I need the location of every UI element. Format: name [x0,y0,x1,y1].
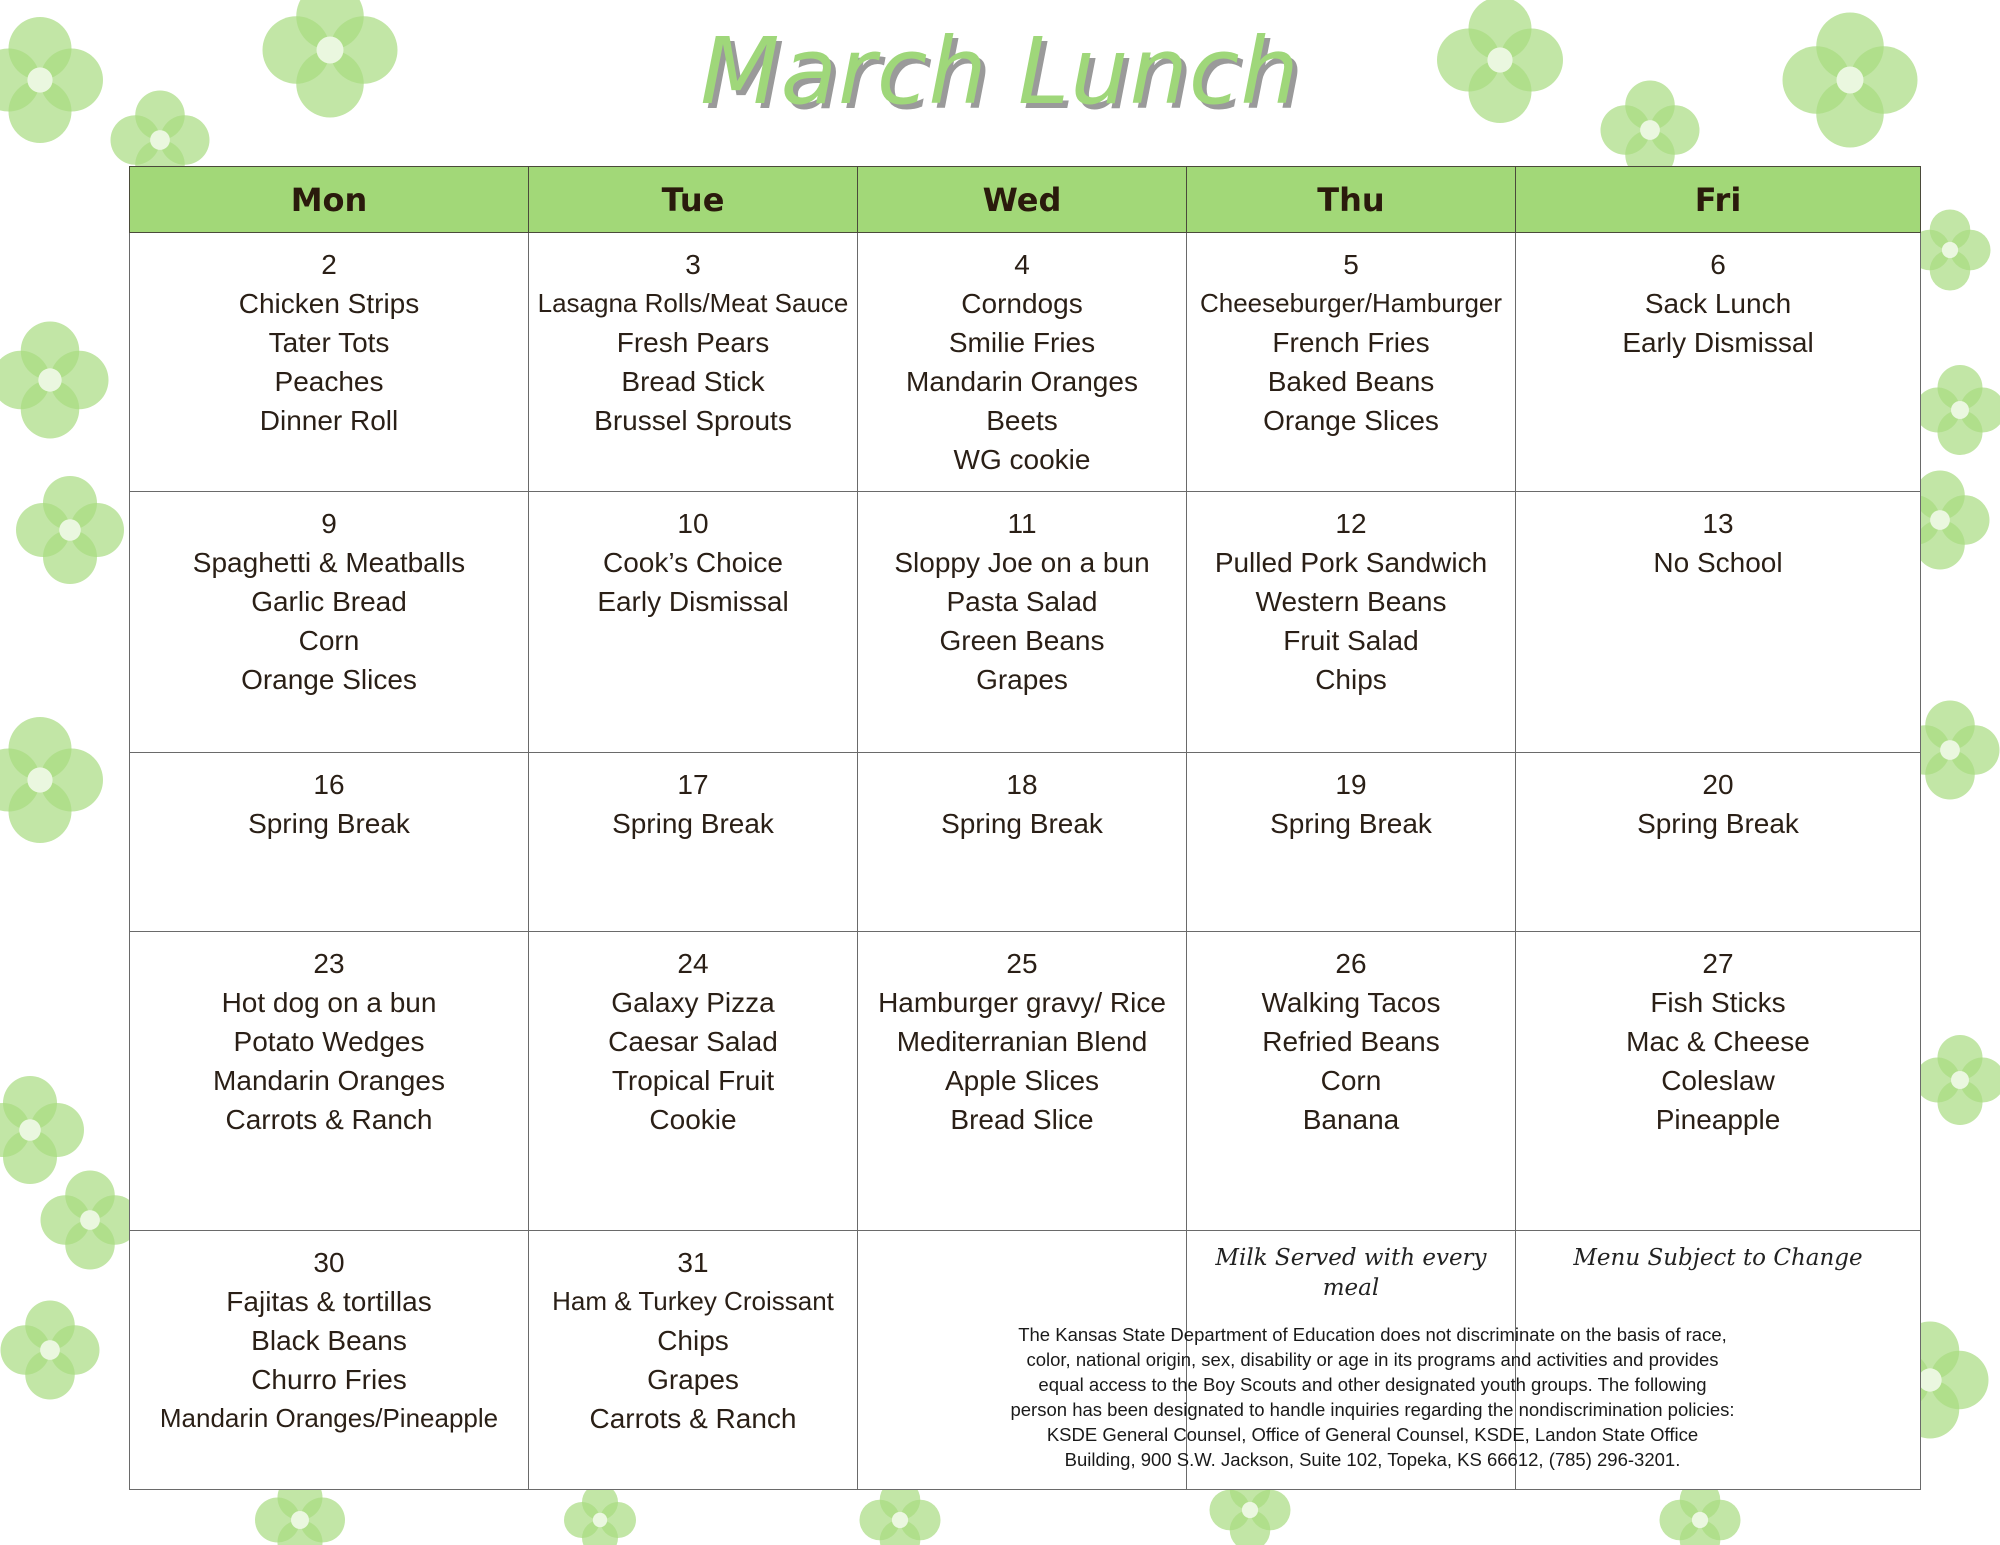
menu-item: Spring Break [612,808,774,839]
menu-item: Fruit Salad [1283,625,1419,656]
day-number: 23 [313,948,345,979]
menu-item: Mandarin Oranges [213,1065,445,1096]
menu-item: Fresh Pears [616,327,770,358]
menu-item: Brussel Sprouts [594,405,792,436]
disclaimer-line: The Kansas State Department of Education does not discriminate on the basis of race, [1018,1324,1727,1345]
menu-item: Dinner Roll [259,405,399,436]
menu-item: Fajitas & tortillas [226,1286,432,1317]
day-number: 6 [1710,249,1726,280]
menu-item: Spring Break [248,808,410,839]
menu-item: Pulled Pork Sandwich [1214,547,1488,578]
menu-item: No School [1653,547,1783,578]
day-number: 12 [1335,508,1367,539]
menu-item: Hot dog on a bun [221,987,437,1018]
menu-item: Bread Slice [950,1104,1094,1135]
menu-item: Walking Tacos [1261,987,1441,1018]
week-row [130,753,1921,932]
day-number: 27 [1702,948,1734,979]
menu-item: Sloppy Joe on a bun [894,547,1150,578]
menu-item: WG cookie [953,444,1091,475]
day-cell [130,233,529,492]
day-cell [130,492,529,753]
week-row [130,233,1921,492]
day-cell [1187,492,1516,753]
week-row [130,492,1921,753]
menu-item: Fish Sticks [1650,987,1786,1018]
day-number: 30 [313,1247,345,1278]
day-cell [130,753,529,932]
day-number: 13 [1702,508,1734,539]
day-number: 31 [677,1247,709,1278]
day-number: 17 [677,769,709,800]
menu-item: Apple Slices [944,1065,1100,1096]
menu-item: Green Beans [939,625,1105,656]
clover-icon [1,1301,100,1400]
day-cell [1516,492,1921,753]
page-title: March Lunch [700,18,1300,125]
day-number: 25 [1006,948,1038,979]
menu-item: Cheeseburger/Hamburger [1199,288,1503,318]
day-number: 11 [1007,508,1037,539]
clover-icon [1915,1035,2000,1125]
menu-item: Coleslaw [1661,1065,1775,1096]
menu-note: Menu Subject to Change [1573,1245,1863,1271]
menu-item: Caesar Salad [608,1026,778,1057]
disclaimer-line: Building, 900 S.W. Jackson, Suite 102, Topeka, KS 66612, (785) 296-3201. [1064,1449,1681,1470]
menu-item: Chicken Strips [238,288,420,319]
day-number: 4 [1014,249,1030,280]
menu-item: Grapes [976,664,1068,695]
day-header-thu: Thu [1187,167,1516,233]
menu-item: Bread Stick [621,366,765,397]
menu-item: Early Dismissal [1622,327,1814,358]
menu-item: Refried Beans [1262,1026,1440,1057]
menu-item: Corn [298,625,360,656]
menu-item: Early Dismissal [597,586,789,617]
day-cell [1516,233,1921,492]
menu-item: Pineapple [1655,1104,1781,1135]
clover-icon [1910,210,1991,291]
disclaimer-line: person has been designated to handle inquiries regarding the nondiscrimination policies: [1010,1399,1735,1420]
day-header-wed: Wed [858,167,1187,233]
menu-item: Spring Break [1270,808,1432,839]
menu-item: Pasta Salad [946,586,1098,617]
day-number: 20 [1702,769,1734,800]
menu-item: Western Beans [1255,586,1447,617]
day-cell [858,753,1187,932]
day-cell [858,932,1187,1231]
menu-item: Ham & Turkey Croissant [552,1286,834,1316]
menu-item: Banana [1302,1104,1400,1135]
disclaimer-line: equal access to the Boy Scouts and other designated youth groups. The following [1038,1374,1707,1395]
day-number: 2 [321,249,337,280]
menu-item: Corndogs [961,288,1083,319]
menu-item: Chips [657,1325,729,1356]
day-header-tue: Tue [529,167,858,233]
clover-icon [16,476,124,584]
menu-item: Orange Slices [241,664,417,695]
day-number: 5 [1343,249,1359,280]
day-cell [529,932,858,1231]
day-number: 3 [685,249,701,280]
menu-item: Carrots & Ranch [589,1403,797,1434]
day-number: 26 [1335,948,1367,979]
menu-item: Orange Slices [1263,405,1439,436]
day-cell [858,492,1187,753]
menu-item: Grapes [647,1364,739,1395]
day-number: 24 [677,948,709,979]
day-cell [1516,753,1921,932]
menu-item: Sack Lunch [1644,288,1792,319]
day-cell [1187,233,1516,492]
menu-item: Spring Break [941,808,1103,839]
menu-item: Potato Wedges [233,1026,425,1057]
clover-icon [0,1076,84,1184]
clover-icon [0,322,109,439]
week-row [130,932,1921,1231]
weekday-header-row [130,167,1921,233]
day-cell [1187,753,1516,932]
menu-item: Spring Break [1637,808,1799,839]
menu-item: Tater Tots [268,327,390,358]
menu-item: Cookie [649,1104,737,1135]
menu-item: Carrots & Ranch [225,1104,433,1135]
menu-item: Cook’s Choice [602,547,784,578]
day-number: 9 [321,508,337,539]
menu-item: Beets [986,405,1058,436]
day-cell [858,233,1187,492]
menu-item: Spaghetti & Meatballs [192,547,466,578]
day-cell [1516,932,1921,1231]
day-number: 19 [1335,769,1367,800]
menu-item: Corn [1320,1065,1382,1096]
lunch-calendar [129,166,1921,1490]
menu-item: Baked Beans [1267,366,1435,397]
menu-item: Garlic Bread [251,586,407,617]
menu-item: Galaxy Pizza [611,987,775,1018]
day-cell [130,932,529,1231]
menu-item: Lasagna Rolls/Meat Sauce [537,288,849,318]
menu-item: Chips [1315,664,1387,695]
day-cell [130,1231,529,1490]
day-cell [529,753,858,932]
clover-icon [0,717,103,843]
disclaimer-line: KSDE General Counsel, Office of General Counsel, KSDE, Landon State Office [1046,1424,1699,1445]
menu-item: Smilie Fries [948,327,1096,358]
menu-item: Black Beans [251,1325,407,1356]
menu-item: Churro Fries [251,1364,407,1395]
nondiscrimination-statement [985,1322,1760,1472]
menu-item: Peaches [274,366,384,397]
day-number: 18 [1006,769,1038,800]
menu-item: Tropical Fruit [611,1065,775,1096]
menu-item: Mandarin Oranges/Pineapple [159,1403,499,1433]
clover-icon [1915,365,2000,455]
menu-item: Hamburger gravy/ Rice [878,987,1166,1018]
day-number: 10 [677,508,709,539]
day-cell [529,233,858,492]
menu-item: Mandarin Oranges [906,366,1138,397]
day-number: 16 [313,769,345,800]
menu-note: Milk Served with every meal [1215,1245,1487,1301]
clover-icon [41,1171,140,1270]
menu-item: French Fries [1272,327,1430,358]
clover-icon [564,1484,636,1545]
disclaimer-line: color, national origin, sex, disability or age in its programs and activities and provides [1026,1349,1719,1370]
day-cell [529,492,858,753]
day-cell [1187,932,1516,1231]
day-header-fri: Fri [1516,167,1921,233]
day-header-mon: Mon [130,167,529,233]
day-cell [529,1231,858,1490]
menu-item: Mac & Cheese [1626,1026,1810,1057]
menu-item: Mediterranian Blend [896,1026,1148,1057]
